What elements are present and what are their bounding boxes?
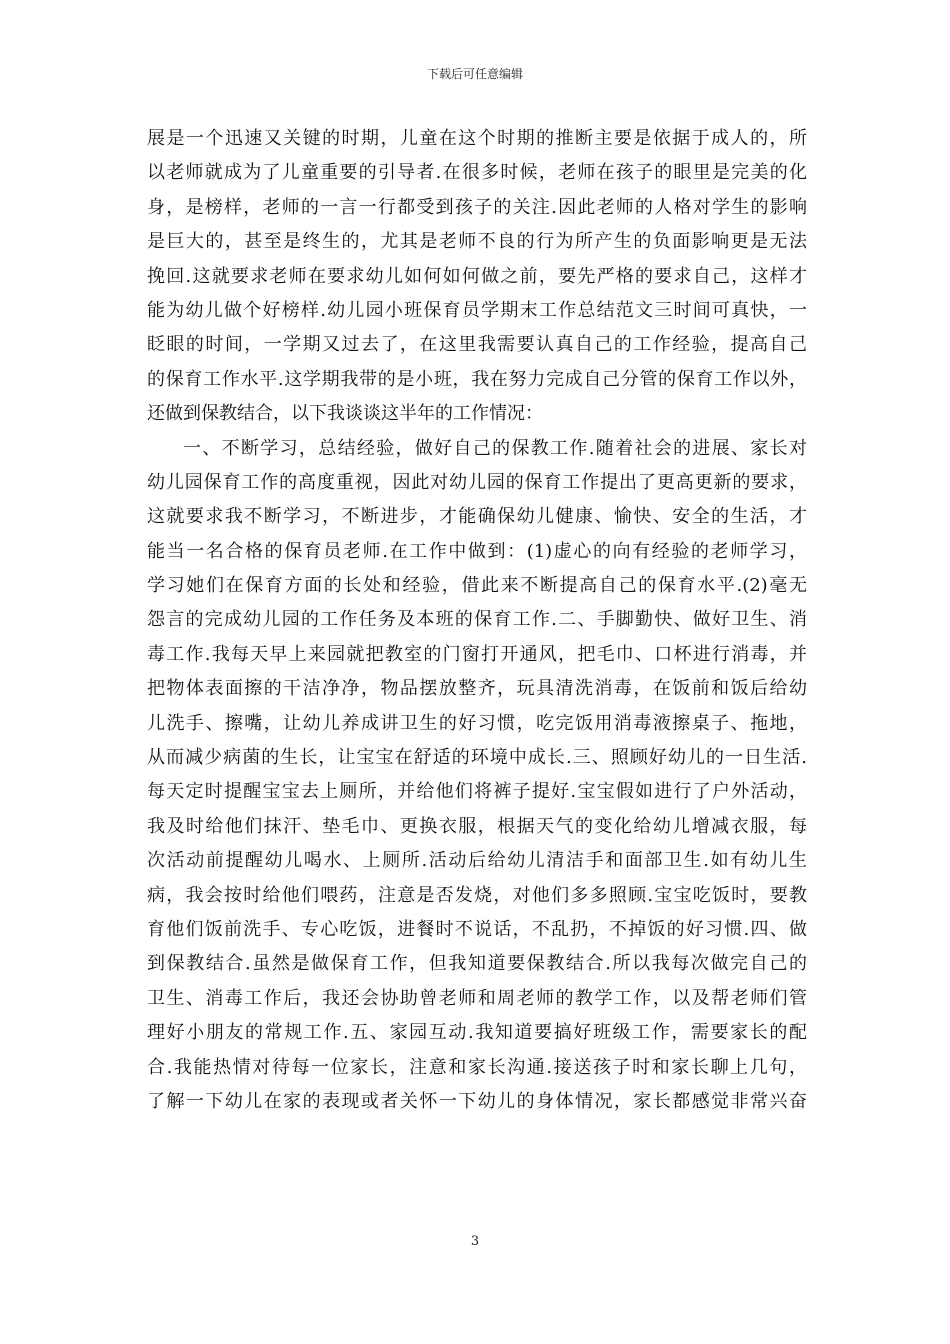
text-line: 毒工作.我每天早上来园就把教室的门窗打开通风，把毛巾、口杯进行消毒，并 [147,643,807,665]
text-line: 能为幼儿做个好榜样.幼儿园小班保育员学期末工作总结范文三时间可真快，一 [147,299,807,321]
text-line: 从而减少病菌的生长，让宝宝在舒适的环境中成长.三、照顾好幼儿的一日生活. [147,747,807,769]
text-line: 展是一个迅速又关键的时期，儿童在这个时期的推断主要是依据于成人的，所 [147,128,807,149]
page-header: 下载后可任意编辑 [426,67,523,81]
text-line: 理好小朋友的常规工作.五、家园互动.我知道要搞好班级工作，需要家长的配 [147,1022,807,1044]
text-line: 学习她们在保育方面的长处和经验，借此来不断提高自己的保育水平.(2)毫无 [147,575,807,597]
text-line: 幼儿园保育工作的高度重视，因此对幼儿园的保育工作提出了更高更新的要求， [147,471,807,493]
text-line: 到保教结合.虽然是做保育工作，但我知道要保教结合.所以我每次做完自己的 [147,953,807,975]
page-number: 3 [470,1234,480,1249]
text-line: 能当一名合格的保育员老师.在工作中做到：(1)虚心的向有经验的老师学习， [147,540,807,562]
document-body [147,122,807,1119]
text-line: 合.我能热情对待每一位家长，注意和家长沟通.接送孩子时和家长聊上几句， [147,1056,807,1078]
text-line: 了解一下幼儿在家的表现或者关怀一下幼儿的身体情况，家长都感觉非常兴奋 [147,1090,807,1112]
text-line: 挽回.这就要求老师在要求幼儿如何如何做之前，要先严格的要求自己，这样才 [147,265,807,287]
text-line: 每天定时提醒宝宝去上厕所，并给他们将裤子提好.宝宝假如进行了户外活动， [147,781,807,803]
text-line: 以老师就成为了儿童重要的引导者.在很多时候，老师在孩子的眼里是完美的化 [147,162,807,184]
text-line: 眨眼的时间，一学期又过去了，在这里我需要认真自己的工作经验，提高自己 [147,334,807,356]
text-line: 卫生、消毒工作后，我还会协助曾老师和周老师的教学工作，以及帮老师们管 [147,987,807,1009]
text-line: 把物体表面擦的干洁净净，物品摆放整齐，玩具清洗消毒，在饭前和饭后给幼 [147,678,807,700]
text-line: 怨言的完成幼儿园的工作任务及本班的保育工作.二、手脚勤快、做好卫生、消 [147,609,807,631]
text-line: 一、不断学习，总结经验，做好自己的保教工作.随着社会的进展、家长对 [183,437,807,459]
text-line: 儿洗手、擦嘴，让幼儿养成讲卫生的好习惯，吃完饭用消毒液擦桌子、拖地， [147,712,807,734]
text-line: 育他们饭前洗手、专心吃饭，进餐时不说话，不乱扔，不掉饭的好习惯.四、做 [147,918,807,940]
text-line: 身，是榜样，老师的一言一行都受到孩子的关注.因此老师的人格对学生的影响 [147,196,807,218]
text-line: 的保育工作水平.这学期我带的是小班，我在努力完成自己分管的保育工作以外， [147,368,807,390]
text-line: 我及时给他们抹汗、垫毛巾、更换衣服，根据天气的变化给幼儿增减衣服，每 [147,815,807,837]
text-line: 病，我会按时给他们喂药，注意是否发烧，对他们多多照顾.宝宝吃饭时，要教 [147,884,807,906]
text-line: 是巨大的，甚至是终生的，尤其是老师不良的行为所产生的负面影响更是无法 [147,231,807,253]
text-line: 还做到保教结合，以下我谈谈这半年的工作情况： [147,403,543,425]
text-line: 次活动前提醒幼儿喝水、上厕所.活动后给幼儿清洁手和面部卫生.如有幼儿生 [147,850,807,872]
text-line: 这就要求我不断学习，不断进步，才能确保幼儿健康、愉快、安全的生活，才 [147,506,807,528]
